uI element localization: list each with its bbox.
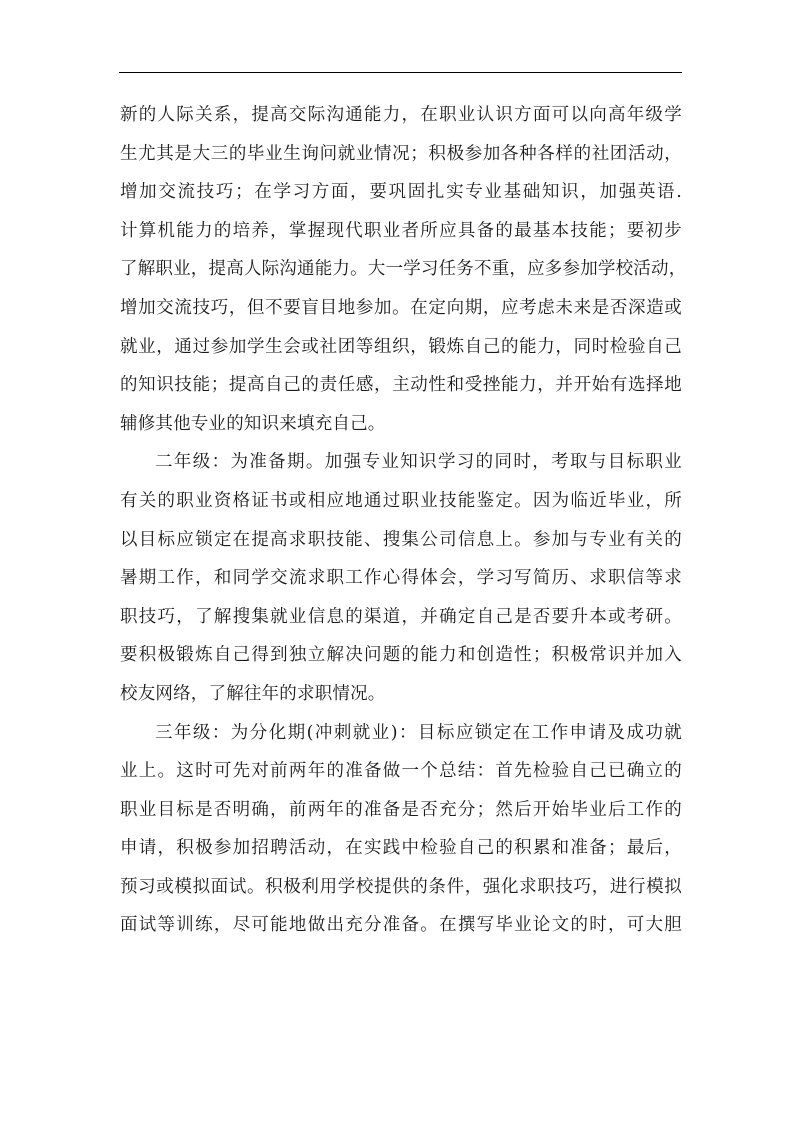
body-text [120,96,687,945]
text-line: 预习或模拟面试。积极利用学校提供的条件，强化求职技巧，进行模拟 [120,876,682,897]
text-line: 三年级：为分化期(冲刺就业)：目标应锁定在工作申请及成功就 [155,722,682,743]
text-line: 增加交流技巧；在学习方面，要巩固扎实专业基础知识，加强英语. [120,182,682,203]
text-line: 生尤其是大三的毕业生询问就业情况；积极参加各种各样的社团活动， [120,143,682,164]
text-line: 要积极锻炼自己得到独立解决问题的能力和创造性；积极常识并加入 [120,645,682,666]
text-line: 增加交流技巧，但不要盲目地参加。在定向期，应考虑未来是否深造或 [120,297,682,318]
header-rule [119,72,682,73]
text-line: 职业目标是否明确，前两年的准备是否充分；然后开始毕业后工作的 [120,799,682,820]
text-line: 就业，通过参加学生会或社团等组织，锻炼自己的能力，同时检验自己 [120,336,682,357]
text-line: 申请，积极参加招聘活动，在实践中检验自己的积累和准备；最后， [120,838,682,859]
paragraph-2 [120,443,682,713]
text-line: 面试等训练，尽可能地做出充分准备。在撰写毕业论文的时，可大胆 [120,915,682,936]
text-line: 了解职业，提高人际沟通能力。大一学习任务不重，应多参加学校活动， [120,259,687,280]
text-line: 辅修其他专业的知识来填充自己。 [120,413,386,434]
text-line: 业上。这时可先对前两年的准备做一个总结：首先检验自己已确立的 [120,761,682,782]
text-line: 的知识技能；提高自己的责任感，主动性和受挫能力，并开始有选择地 [120,375,682,396]
paragraph-3 [120,714,682,946]
text-line: 校友网络，了解往年的求职情况。 [120,683,386,704]
text-line: 有关的职业资格证书或相应地通过职业技能鉴定。因为临近毕业，所 [120,490,682,511]
text-line: 新的人际关系，提高交际沟通能力，在职业认识方面可以向高年级学 [120,105,682,125]
text-line: 暑期工作，和同学交流求职工作心得体会，学习写简历、求职信等求 [120,568,682,589]
text-line: 职技巧，了解搜集就业信息的渠道，并确定自己是否要升本或考研。 [120,606,682,627]
text-line: 计算机能力的培养，掌握现代职业者所应具备的最基本技能；要初步 [120,220,682,241]
text-line: 以目标应锁定在提高求职技能、搜集公司信息上。参加与专业有关的 [120,529,682,550]
text-line: 二年级：为准备期。加强专业知识学习的同时，考取与目标职业 [155,452,682,473]
paragraph-1 [120,96,687,443]
